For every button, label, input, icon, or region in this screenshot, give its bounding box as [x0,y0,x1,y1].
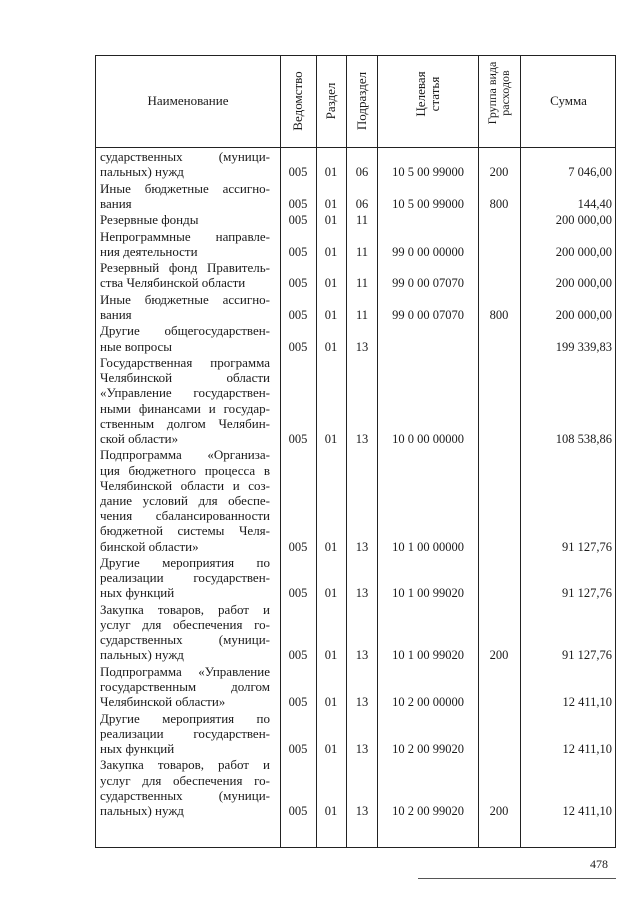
row-name-line: Подпрограмма «Организа- [100,447,270,463]
row-razdel: 01 [324,165,338,180]
row-vedomstvo: 005 [288,308,308,322]
row-name-line: чения сбалансированности [100,508,270,524]
row-razdel: 01 [324,308,338,322]
row-podrazdel: 06 [355,165,369,180]
row-name-last-line: вания [100,307,132,322]
row-name-last-line: Резервные фонды [100,212,199,228]
row-celevaya: 10 1 00 00000 [392,539,464,554]
row-celevaya: 10 1 00 99020 [392,586,464,601]
row-name-line: ственным долгом Челябин- [100,415,270,431]
row-summa: 200 000,00 [555,276,612,291]
row-name-line: Челябинской области и соз- [100,477,270,493]
row-name-line: ция бюджетного процесса в [100,462,270,478]
row-razdel: 01 [324,742,338,756]
row-razdel: 01 [324,196,338,211]
row-name-line: услуг для обеспечения го- [100,617,270,632]
row-summa: 12 411,10 [562,695,612,710]
row-podrazdel: 06 [355,196,369,211]
row-summa: 200 000,00 [555,244,612,259]
budget-table [95,55,616,848]
row-summa: 7 046,00 [568,165,612,180]
row-celevaya: 10 2 00 99020 [392,804,464,818]
row-vedomstvo: 005 [288,539,308,554]
row-podrazdel: 13 [355,695,369,710]
row-celevaya: 10 0 00 00000 [392,432,464,446]
row-name-last-line: пальных) нужд [100,164,184,180]
footer-rule [418,878,616,879]
row-summa: 108 538,86 [555,432,612,446]
row-name-line: Закупка товаров, работ и [100,601,270,617]
row-summa: 91 127,76 [562,539,612,554]
row-vedomstvo: 005 [288,742,308,756]
row-summa: 144,40 [577,196,612,211]
row-podrazdel: 11 [355,213,369,228]
page-number: 478 [590,857,608,871]
row-name-last-line: пальных) нужд [100,647,184,663]
row-celevaya: 10 5 00 99000 [392,196,464,211]
row-name-line: сударственных (муници- [100,787,270,803]
row-vedomstvo: 005 [288,196,308,211]
row-razdel: 01 [324,432,338,446]
row-gruppa: 800 [489,196,509,211]
row-name-line: дание условий для обеспе- [100,493,270,508]
row-name-line: Другие мероприятия по [100,710,270,726]
row-podrazdel: 11 [355,308,369,322]
row-vedomstvo: 005 [288,213,308,228]
row-name-line: Непрограммные направле- [100,228,270,244]
row-razdel: 01 [324,586,338,601]
header-summa: Сумма [550,93,587,108]
row-podrazdel: 13 [355,586,369,601]
row-name-line: бюджетной системы Челя- [100,523,270,539]
row-name-last-line: Челябинской области» [100,694,226,710]
row-celevaya: 10 5 00 99000 [392,165,464,180]
header-vedomstvo: Ведомство [290,71,305,131]
row-name-last-line: бинской области» [100,538,199,554]
row-gruppa: 200 [489,165,509,180]
row-podrazdel: 11 [355,244,369,259]
row-name-last-line: пальных) нужд [100,803,184,818]
row-name-line: сударственных (муници- [100,632,270,648]
row-celevaya: 10 1 00 99020 [392,648,464,663]
row-name-last-line: ства Челябинской области [100,275,246,291]
row-name-line: Подпрограмма «Управление [100,663,270,679]
row-podrazdel: 13 [355,648,369,663]
row-razdel: 01 [324,695,338,710]
header-podrazdel: Подраздел [354,71,369,131]
row-razdel: 01 [324,648,338,663]
row-summa: 91 127,76 [562,648,612,663]
row-name-line: Челябинской области [100,370,270,386]
row-summa: 200 000,00 [555,213,612,228]
row-summa: 91 127,76 [562,586,612,601]
row-gruppa: 200 [489,648,509,663]
row-name-line: сударственных (муници- [100,149,270,164]
row-gruppa: 200 [489,804,509,818]
row-name-last-line: ской области» [100,431,179,446]
row-razdel: 01 [324,244,338,259]
row-vedomstvo: 005 [288,244,308,259]
row-name-last-line: вания [100,195,132,211]
row-name-line: Иные бюджетные ассигно- [100,180,270,196]
header-razdel: Раздел [323,82,338,120]
row-celevaya: 10 2 00 99020 [392,742,464,756]
row-vedomstvo: 005 [288,586,308,601]
row-vedomstvo: 005 [288,432,308,446]
row-summa: 200 000,00 [555,308,612,322]
row-razdel: 01 [324,804,338,818]
row-podrazdel: 13 [355,539,369,554]
row-name-line: Другие мероприятия по [100,555,270,570]
row-razdel: 01 [324,339,338,354]
row-vedomstvo: 005 [288,165,308,180]
row-name-line: Закупка товаров, работ и [100,757,270,773]
row-celevaya: 99 0 00 07070 [392,308,464,322]
row-name-line: услуг для обеспечения го- [100,772,270,788]
row-podrazdel: 13 [355,432,369,446]
row-vedomstvo: 005 [288,648,308,663]
row-name-last-line: ных функций [100,585,175,601]
row-name-line: Другие общегосударствен- [100,323,270,339]
row-podrazdel: 13 [355,339,369,354]
row-vedomstvo: 005 [288,804,308,818]
row-name-line: Государственная программа [100,355,270,370]
row-name-line: Резервный фонд Правитель- [100,260,270,276]
header-celevaya: Целевая статья [413,71,442,117]
row-vedomstvo: 005 [288,276,308,291]
row-razdel: 01 [324,213,338,228]
row-podrazdel: 11 [355,276,369,291]
row-celevaya: 99 0 00 07070 [392,276,464,291]
row-name-last-line: ных функций [100,741,175,756]
row-summa: 12 411,10 [562,742,612,756]
row-celevaya: 10 2 00 00000 [392,695,464,710]
row-vedomstvo: 005 [288,695,308,710]
row-name-last-line: ные вопросы [100,338,173,354]
row-name-line: «Управление государствен- [100,385,270,401]
row-podrazdel: 13 [355,742,369,756]
row-vedomstvo: 005 [288,339,308,354]
row-name-line: Иные бюджетные ассигно- [100,291,270,307]
row-celevaya: 99 0 00 00000 [392,244,464,259]
row-name-line: ными финансами и государ- [100,400,270,416]
row-name-line: реализации государствен- [100,725,270,741]
row-razdel: 01 [324,276,338,291]
row-name-line: реализации государствен- [100,570,270,586]
row-podrazdel: 13 [355,804,369,818]
row-summa: 199 339,83 [555,339,612,354]
row-gruppa: 800 [489,308,509,322]
header-gruppa: Группа вида расходов [485,61,512,125]
row-name-line: государственным долгом [100,679,270,694]
row-razdel: 01 [324,539,338,554]
row-name-last-line: ния деятельности [100,243,198,259]
row-summa: 12 411,10 [562,804,612,818]
header-name: Наименование [147,93,229,108]
